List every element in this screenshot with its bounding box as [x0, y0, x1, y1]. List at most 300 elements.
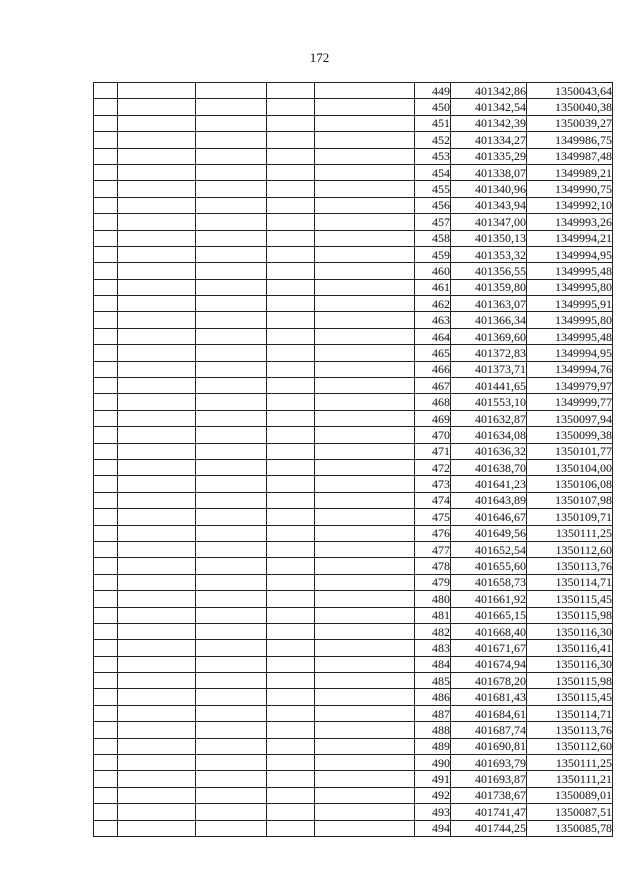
- empty-cell: [94, 640, 118, 656]
- x-coordinate-cell: 401373,71: [451, 361, 527, 377]
- empty-cell: [267, 804, 315, 820]
- empty-cell: [94, 656, 118, 672]
- empty-cell: [94, 197, 118, 213]
- empty-cell: [267, 738, 315, 754]
- point-number-cell: 455: [415, 181, 451, 197]
- y-coordinate-cell: 1350116,30: [527, 623, 613, 639]
- empty-cell: [196, 640, 267, 656]
- point-number-cell: 482: [415, 623, 451, 639]
- empty-cell: [118, 312, 196, 328]
- point-number-cell: 476: [415, 525, 451, 541]
- empty-cell: [118, 509, 196, 525]
- empty-cell: [118, 771, 196, 787]
- point-number-cell: 468: [415, 394, 451, 410]
- empty-cell: [118, 83, 196, 99]
- empty-cell: [94, 181, 118, 197]
- y-coordinate-cell: 1350115,98: [527, 607, 613, 623]
- x-coordinate-cell: 401369,60: [451, 328, 527, 344]
- empty-cell: [94, 607, 118, 623]
- y-coordinate-cell: 1350115,45: [527, 591, 613, 607]
- x-coordinate-cell: 401687,74: [451, 722, 527, 738]
- empty-cell: [196, 607, 267, 623]
- y-coordinate-cell: 1350111,25: [527, 525, 613, 541]
- point-number-cell: 493: [415, 804, 451, 820]
- empty-cell: [315, 541, 415, 557]
- empty-cell: [196, 279, 267, 295]
- empty-cell: [94, 459, 118, 475]
- empty-cell: [118, 623, 196, 639]
- point-number-cell: 460: [415, 263, 451, 279]
- empty-cell: [196, 673, 267, 689]
- y-coordinate-cell: 1349995,91: [527, 296, 613, 312]
- x-coordinate-cell: 401342,86: [451, 83, 527, 99]
- empty-cell: [315, 640, 415, 656]
- y-coordinate-cell: 1350115,45: [527, 689, 613, 705]
- empty-cell: [118, 492, 196, 508]
- empty-cell: [196, 230, 267, 246]
- table-row: [94, 164, 613, 180]
- empty-cell: [315, 689, 415, 705]
- empty-cell: [315, 607, 415, 623]
- empty-cell: [267, 148, 315, 164]
- empty-cell: [267, 640, 315, 656]
- empty-cell: [118, 459, 196, 475]
- y-coordinate-cell: 1349990,75: [527, 181, 613, 197]
- x-coordinate-cell: 401681,43: [451, 689, 527, 705]
- x-coordinate-cell: 401363,07: [451, 296, 527, 312]
- empty-cell: [118, 673, 196, 689]
- empty-cell: [196, 378, 267, 394]
- y-coordinate-cell: 1349979,97: [527, 378, 613, 394]
- table-row: [94, 410, 613, 426]
- empty-cell: [118, 541, 196, 557]
- empty-cell: [196, 820, 267, 836]
- empty-cell: [196, 263, 267, 279]
- empty-cell: [196, 83, 267, 99]
- empty-cell: [94, 755, 118, 771]
- empty-cell: [94, 574, 118, 590]
- empty-cell: [315, 771, 415, 787]
- empty-cell: [94, 443, 118, 459]
- y-coordinate-cell: 1349995,48: [527, 263, 613, 279]
- empty-cell: [94, 361, 118, 377]
- empty-cell: [315, 279, 415, 295]
- y-coordinate-cell: 1349994,95: [527, 345, 613, 361]
- empty-cell: [315, 804, 415, 820]
- empty-cell: [118, 689, 196, 705]
- empty-cell: [315, 476, 415, 492]
- table-row: [94, 656, 613, 672]
- empty-cell: [267, 476, 315, 492]
- y-coordinate-cell: 1350114,71: [527, 574, 613, 590]
- x-coordinate-cell: 401738,67: [451, 787, 527, 803]
- empty-cell: [196, 312, 267, 328]
- x-coordinate-cell: 401693,87: [451, 771, 527, 787]
- empty-cell: [118, 705, 196, 721]
- point-number-cell: 462: [415, 296, 451, 312]
- x-coordinate-cell: 401334,27: [451, 132, 527, 148]
- empty-cell: [94, 804, 118, 820]
- table-row: [94, 83, 613, 99]
- table-row: [94, 673, 613, 689]
- table-row: [94, 492, 613, 508]
- empty-cell: [315, 722, 415, 738]
- x-coordinate-cell: 401643,89: [451, 492, 527, 508]
- empty-cell: [267, 263, 315, 279]
- empty-cell: [118, 476, 196, 492]
- x-coordinate-cell: 401340,96: [451, 181, 527, 197]
- empty-cell: [267, 345, 315, 361]
- empty-cell: [267, 132, 315, 148]
- empty-cell: [267, 656, 315, 672]
- empty-cell: [94, 246, 118, 262]
- table-row: [94, 771, 613, 787]
- empty-cell: [196, 574, 267, 590]
- empty-cell: [118, 656, 196, 672]
- empty-cell: [267, 771, 315, 787]
- x-coordinate-cell: 401674,94: [451, 656, 527, 672]
- empty-cell: [267, 623, 315, 639]
- y-coordinate-cell: 1350112,60: [527, 541, 613, 557]
- empty-cell: [267, 673, 315, 689]
- point-number-cell: 471: [415, 443, 451, 459]
- empty-cell: [118, 427, 196, 443]
- point-number-cell: 450: [415, 99, 451, 115]
- empty-cell: [196, 755, 267, 771]
- empty-cell: [118, 755, 196, 771]
- empty-cell: [315, 164, 415, 180]
- y-coordinate-cell: 1350097,94: [527, 410, 613, 426]
- y-coordinate-cell: 1350043,64: [527, 83, 613, 99]
- empty-cell: [196, 410, 267, 426]
- empty-cell: [94, 427, 118, 443]
- point-number-cell: 449: [415, 83, 451, 99]
- point-number-cell: 479: [415, 574, 451, 590]
- table-row: [94, 296, 613, 312]
- x-coordinate-cell: 401342,39: [451, 115, 527, 131]
- empty-cell: [315, 99, 415, 115]
- table-row: [94, 722, 613, 738]
- empty-cell: [196, 771, 267, 787]
- x-coordinate-cell: 401671,67: [451, 640, 527, 656]
- empty-cell: [315, 820, 415, 836]
- empty-cell: [196, 115, 267, 131]
- table-row: [94, 99, 613, 115]
- empty-cell: [94, 394, 118, 410]
- empty-cell: [118, 361, 196, 377]
- empty-cell: [267, 99, 315, 115]
- y-coordinate-cell: 1350113,76: [527, 722, 613, 738]
- empty-cell: [315, 83, 415, 99]
- y-coordinate-cell: 1350106,08: [527, 476, 613, 492]
- table-row: [94, 574, 613, 590]
- x-coordinate-cell: 401638,70: [451, 459, 527, 475]
- empty-cell: [267, 197, 315, 213]
- y-coordinate-cell: 1349994,76: [527, 361, 613, 377]
- empty-cell: [118, 443, 196, 459]
- empty-cell: [196, 181, 267, 197]
- point-number-cell: 456: [415, 197, 451, 213]
- empty-cell: [267, 164, 315, 180]
- point-number-cell: 483: [415, 640, 451, 656]
- table-row: [94, 279, 613, 295]
- point-number-cell: 461: [415, 279, 451, 295]
- empty-cell: [118, 738, 196, 754]
- empty-cell: [267, 787, 315, 803]
- empty-cell: [315, 132, 415, 148]
- empty-cell: [94, 230, 118, 246]
- empty-cell: [267, 378, 315, 394]
- y-coordinate-cell: 1350101,77: [527, 443, 613, 459]
- x-coordinate-cell: 401632,87: [451, 410, 527, 426]
- empty-cell: [315, 263, 415, 279]
- y-coordinate-cell: 1350040,38: [527, 99, 613, 115]
- empty-cell: [267, 591, 315, 607]
- empty-cell: [196, 541, 267, 557]
- empty-cell: [196, 492, 267, 508]
- empty-cell: [118, 279, 196, 295]
- empty-cell: [94, 83, 118, 99]
- point-number-cell: 457: [415, 214, 451, 230]
- empty-cell: [118, 132, 196, 148]
- empty-cell: [94, 296, 118, 312]
- empty-cell: [267, 459, 315, 475]
- empty-cell: [267, 755, 315, 771]
- table-row: [94, 509, 613, 525]
- y-coordinate-cell: 1349995,80: [527, 279, 613, 295]
- empty-cell: [315, 623, 415, 639]
- point-number-cell: 451: [415, 115, 451, 131]
- empty-cell: [94, 312, 118, 328]
- point-number-cell: 488: [415, 722, 451, 738]
- empty-cell: [94, 509, 118, 525]
- empty-cell: [267, 115, 315, 131]
- empty-cell: [196, 427, 267, 443]
- empty-cell: [267, 246, 315, 262]
- empty-cell: [196, 804, 267, 820]
- empty-cell: [118, 640, 196, 656]
- point-number-cell: 474: [415, 492, 451, 508]
- empty-cell: [315, 148, 415, 164]
- empty-cell: [94, 279, 118, 295]
- point-number-cell: 466: [415, 361, 451, 377]
- table-row: [94, 132, 613, 148]
- x-coordinate-cell: 401553,10: [451, 394, 527, 410]
- x-coordinate-cell: 401655,60: [451, 558, 527, 574]
- empty-cell: [315, 443, 415, 459]
- empty-cell: [94, 673, 118, 689]
- table-row: [94, 115, 613, 131]
- x-coordinate-cell: 401353,32: [451, 246, 527, 262]
- empty-cell: [118, 820, 196, 836]
- empty-cell: [196, 738, 267, 754]
- empty-cell: [196, 345, 267, 361]
- y-coordinate-cell: 1349986,75: [527, 132, 613, 148]
- empty-cell: [118, 410, 196, 426]
- empty-cell: [267, 328, 315, 344]
- x-coordinate-cell: 401690,81: [451, 738, 527, 754]
- y-coordinate-cell: 1350087,51: [527, 804, 613, 820]
- x-coordinate-cell: 401441,65: [451, 378, 527, 394]
- empty-cell: [118, 558, 196, 574]
- point-number-cell: 489: [415, 738, 451, 754]
- table-row: [94, 345, 613, 361]
- empty-cell: [267, 83, 315, 99]
- x-coordinate-cell: 401366,34: [451, 312, 527, 328]
- y-coordinate-cell: 1349987,48: [527, 148, 613, 164]
- point-number-cell: 480: [415, 591, 451, 607]
- empty-cell: [315, 230, 415, 246]
- x-coordinate-cell: 401359,80: [451, 279, 527, 295]
- empty-cell: [315, 459, 415, 475]
- empty-cell: [267, 525, 315, 541]
- empty-cell: [315, 345, 415, 361]
- empty-cell: [315, 787, 415, 803]
- empty-cell: [94, 214, 118, 230]
- y-coordinate-cell: 1350104,00: [527, 459, 613, 475]
- table-row: [94, 738, 613, 754]
- empty-cell: [196, 296, 267, 312]
- x-coordinate-cell: 401684,61: [451, 705, 527, 721]
- y-coordinate-cell: 1349993,26: [527, 214, 613, 230]
- x-coordinate-cell: 401634,08: [451, 427, 527, 443]
- empty-cell: [196, 525, 267, 541]
- y-coordinate-cell: 1350114,71: [527, 705, 613, 721]
- empty-cell: [94, 132, 118, 148]
- empty-cell: [196, 214, 267, 230]
- table-row: [94, 591, 613, 607]
- x-coordinate-cell: 401343,94: [451, 197, 527, 213]
- empty-cell: [267, 410, 315, 426]
- empty-cell: [315, 509, 415, 525]
- x-coordinate-cell: 401649,56: [451, 525, 527, 541]
- empty-cell: [118, 804, 196, 820]
- table-row: [94, 246, 613, 262]
- point-number-cell: 478: [415, 558, 451, 574]
- table-row: [94, 181, 613, 197]
- empty-cell: [118, 787, 196, 803]
- table-row: [94, 394, 613, 410]
- empty-cell: [196, 164, 267, 180]
- empty-cell: [94, 591, 118, 607]
- empty-cell: [315, 115, 415, 131]
- y-coordinate-cell: 1350039,27: [527, 115, 613, 131]
- empty-cell: [315, 591, 415, 607]
- point-number-cell: 486: [415, 689, 451, 705]
- empty-cell: [118, 214, 196, 230]
- empty-cell: [267, 541, 315, 557]
- empty-cell: [94, 738, 118, 754]
- empty-cell: [196, 558, 267, 574]
- page-number: 172: [309, 50, 330, 65]
- empty-cell: [118, 181, 196, 197]
- empty-cell: [94, 623, 118, 639]
- point-number-cell: 453: [415, 148, 451, 164]
- y-coordinate-cell: 1350085,78: [527, 820, 613, 836]
- empty-cell: [315, 378, 415, 394]
- empty-cell: [315, 361, 415, 377]
- x-coordinate-cell: 401665,15: [451, 607, 527, 623]
- empty-cell: [315, 181, 415, 197]
- y-coordinate-cell: 1349995,48: [527, 328, 613, 344]
- x-coordinate-cell: 401335,29: [451, 148, 527, 164]
- empty-cell: [267, 296, 315, 312]
- table-row: [94, 804, 613, 820]
- empty-cell: [267, 574, 315, 590]
- empty-cell: [118, 263, 196, 279]
- point-number-cell: 473: [415, 476, 451, 492]
- empty-cell: [196, 99, 267, 115]
- empty-cell: [94, 164, 118, 180]
- table-row: [94, 312, 613, 328]
- empty-cell: [315, 197, 415, 213]
- empty-cell: [118, 148, 196, 164]
- y-coordinate-cell: 1350112,60: [527, 738, 613, 754]
- empty-cell: [267, 509, 315, 525]
- point-number-cell: 454: [415, 164, 451, 180]
- empty-cell: [196, 509, 267, 525]
- empty-cell: [196, 394, 267, 410]
- empty-cell: [196, 246, 267, 262]
- empty-cell: [94, 476, 118, 492]
- empty-cell: [94, 328, 118, 344]
- table-row: [94, 640, 613, 656]
- point-number-cell: 485: [415, 673, 451, 689]
- empty-cell: [315, 755, 415, 771]
- empty-cell: [315, 328, 415, 344]
- table-row: [94, 361, 613, 377]
- empty-cell: [196, 705, 267, 721]
- point-number-cell: 472: [415, 459, 451, 475]
- empty-cell: [118, 378, 196, 394]
- table-row: [94, 525, 613, 541]
- point-number-cell: 484: [415, 656, 451, 672]
- table-row: [94, 787, 613, 803]
- table-row: [94, 263, 613, 279]
- y-coordinate-cell: 1349995,80: [527, 312, 613, 328]
- table-row: [94, 755, 613, 771]
- empty-cell: [94, 689, 118, 705]
- table-row: [94, 197, 613, 213]
- y-coordinate-cell: 1349989,21: [527, 164, 613, 180]
- empty-cell: [315, 525, 415, 541]
- table-row: [94, 541, 613, 557]
- point-number-cell: 452: [415, 132, 451, 148]
- empty-cell: [118, 722, 196, 738]
- empty-cell: [118, 230, 196, 246]
- empty-cell: [267, 230, 315, 246]
- empty-cell: [267, 427, 315, 443]
- table-row: [94, 820, 613, 836]
- empty-cell: [196, 656, 267, 672]
- empty-cell: [315, 410, 415, 426]
- x-coordinate-cell: 401646,67: [451, 509, 527, 525]
- empty-cell: [118, 607, 196, 623]
- point-number-cell: 470: [415, 427, 451, 443]
- x-coordinate-cell: 401693,79: [451, 755, 527, 771]
- y-coordinate-cell: 1350115,98: [527, 673, 613, 689]
- empty-cell: [315, 427, 415, 443]
- empty-cell: [94, 705, 118, 721]
- empty-cell: [118, 164, 196, 180]
- table-row: [94, 214, 613, 230]
- point-number-cell: 465: [415, 345, 451, 361]
- table-row: [94, 558, 613, 574]
- empty-cell: [94, 492, 118, 508]
- empty-cell: [267, 214, 315, 230]
- empty-cell: [315, 492, 415, 508]
- empty-cell: [267, 361, 315, 377]
